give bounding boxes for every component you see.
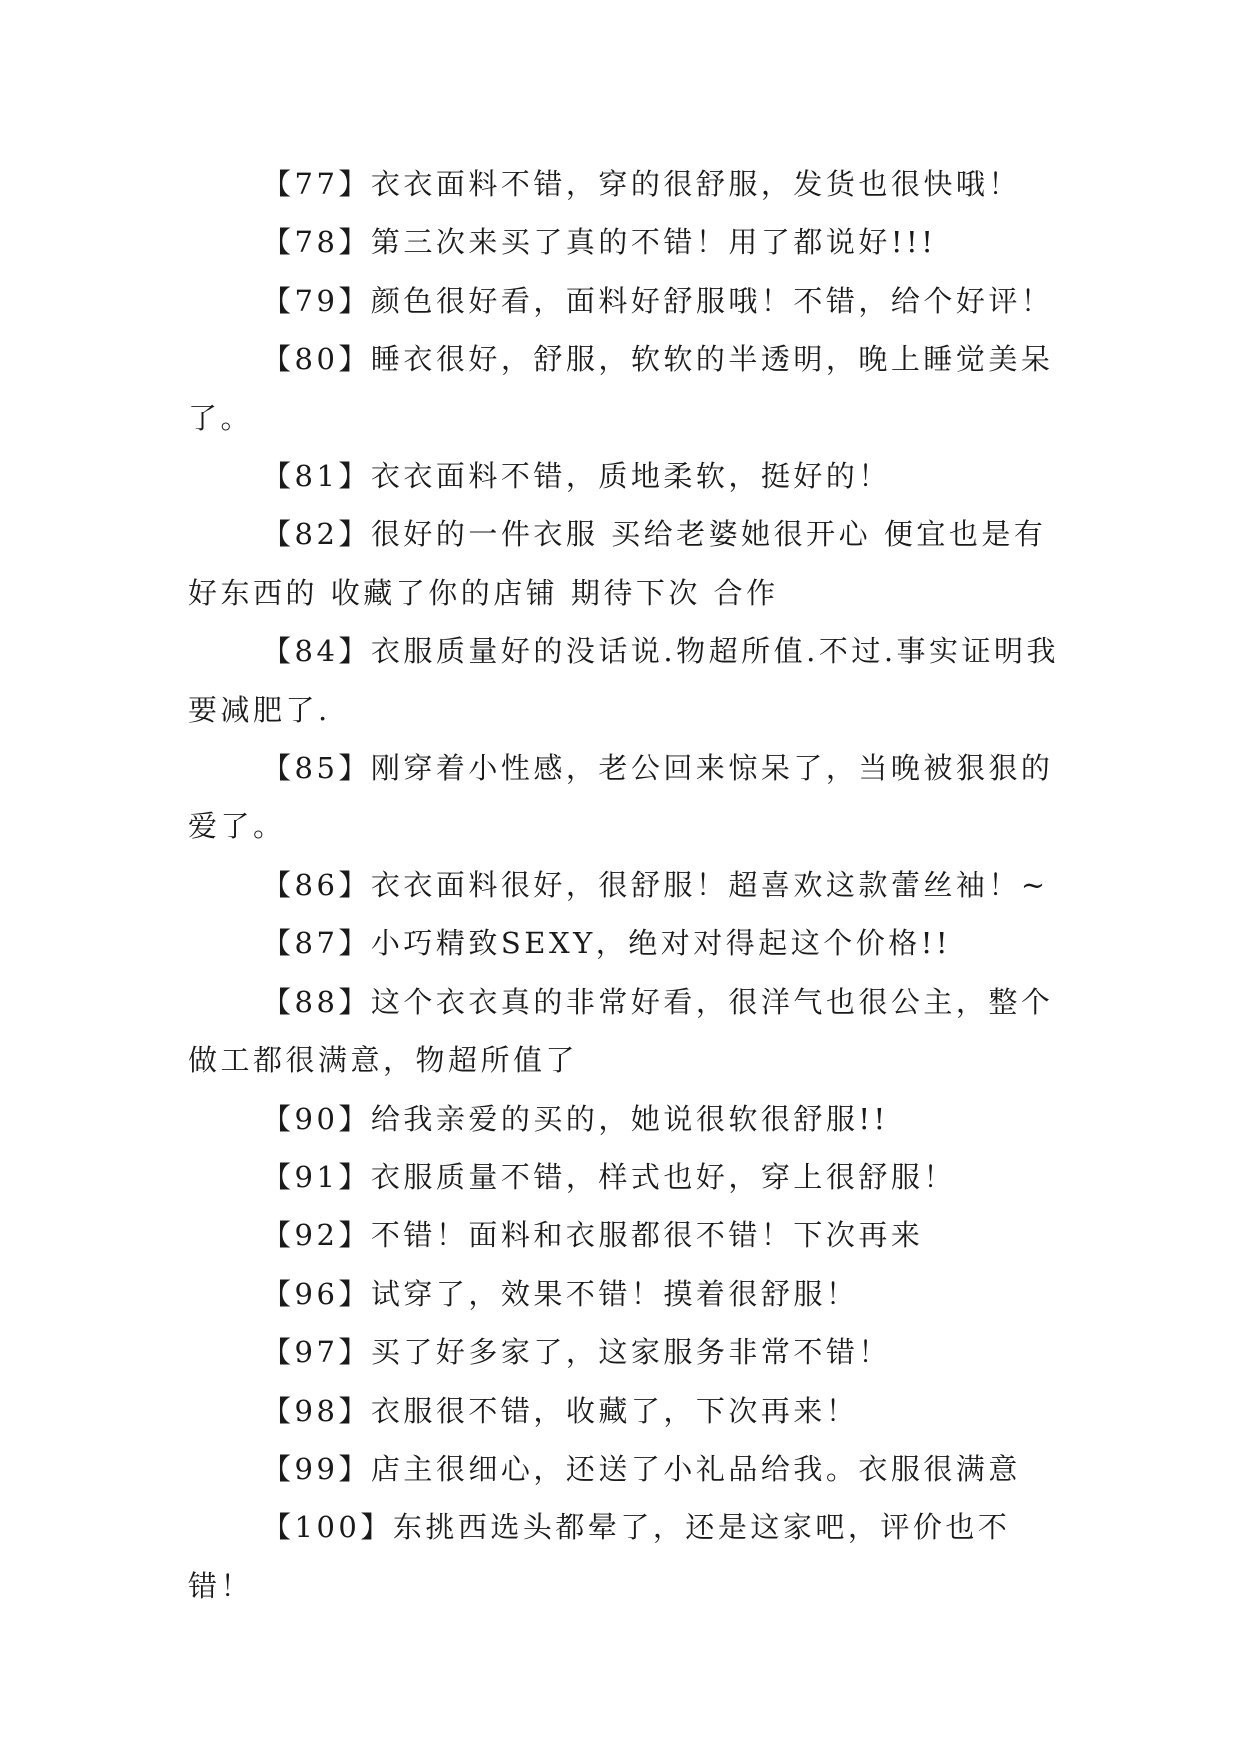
review-paragraph-90: 【90】给我亲爱的买的，她说很软很舒服!! (262, 1101, 889, 1136)
review-paragraph-96: 【96】试穿了，效果不错！摸着很舒服！ (262, 1276, 859, 1311)
review-paragraph-85: 【85】刚穿着小性感，老公回来惊呆了，当晚被狠狠的爱了。 (188, 751, 1054, 844)
review-paragraph-100: 【100】东挑西选头都晕了，还是这家吧，评价也不错！ (188, 1510, 1011, 1603)
review-paragraph-81: 【81】衣衣面料不错，质地柔软，挺好的！ (262, 459, 891, 494)
review-paragraph-91: 【91】衣服质量不错，样式也好，穿上很舒服！ (262, 1159, 956, 1194)
review-paragraph-97: 【97】买了好多家了，这家服务非常不错！ (262, 1335, 891, 1370)
review-paragraph-80: 【80】睡衣很好，舒服，软软的半透明，晚上睡觉美呆了。 (188, 342, 1054, 435)
review-paragraph-84: 【84】衣服质量好的没话说.物超所值.不过.事实证明我要减肥了. (188, 634, 1060, 727)
review-paragraph-99: 【99】店主很细心，还送了小礼品给我。衣服很满意 (262, 1451, 1021, 1486)
review-paragraph-82: 【82】很好的一件衣服 买给老婆她很开心 便宜也是有好东西的 收藏了你的店铺 期待下次 合作 (188, 517, 1047, 610)
review-paragraph-78: 【78】第三次来买了真的不错！用了都说好!!! (262, 225, 937, 260)
review-paragraph-87: 【87】小巧精致SEXY，绝对对得起这个价格!! (262, 926, 952, 961)
review-paragraph-79: 【79】颜色很好看，面料好舒服哦！不错，给个好评！ (262, 283, 1054, 318)
review-paragraph-92: 【92】不错！面料和衣服都很不错！下次再来 (262, 1218, 924, 1253)
review-paragraph-86: 【86】衣衣面料很好，很舒服！超喜欢这款蕾丝袖！~ (262, 867, 1049, 902)
review-paragraph-77: 【77】衣衣面料不错，穿的很舒服，发货也很快哦！ (262, 167, 1021, 201)
review-paragraph-88: 【88】这个衣衣真的非常好看，很洋气也很公主，整个做工都很满意，物超所值了 (188, 984, 1054, 1078)
document-body (188, 155, 1068, 1615)
review-paragraph-98: 【98】衣服很不错，收藏了，下次再来！ (262, 1393, 859, 1428)
